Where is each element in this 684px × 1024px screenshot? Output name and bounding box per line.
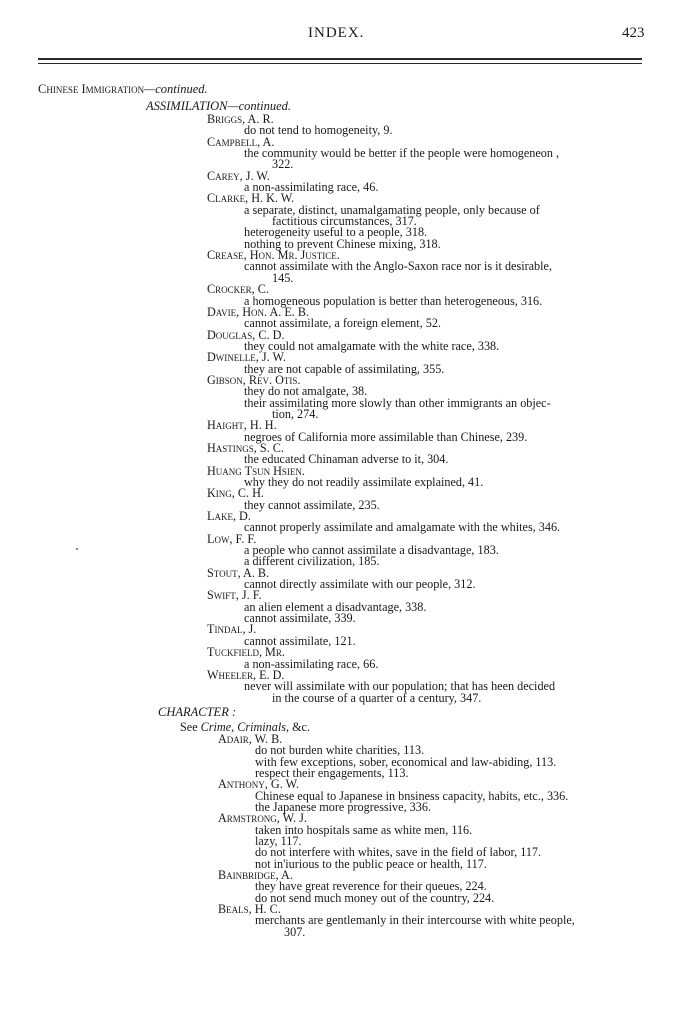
index-subentry: they have great reverence for their queues, 224. xyxy=(255,879,487,894)
index-name: Crocker, C. xyxy=(207,282,269,297)
header-rule xyxy=(38,58,642,60)
index-continuation: factitious circumstances, 317. xyxy=(272,214,417,229)
index-subentry: cannot properly assimilate and amalgamate with the whites, 346. xyxy=(244,520,561,535)
index-name: Anthony, G. W. xyxy=(218,777,299,792)
index-subentry: they do not amalgate, 38. xyxy=(244,384,368,399)
index-subentry: a homogeneous population is better than heterogeneous, 316. xyxy=(244,293,543,308)
main-heading-suffix: —continued. xyxy=(144,82,208,96)
index-subentry: nothing to prevent Chinese mixing, 318. xyxy=(244,236,441,251)
main-heading-label: Chinese Immigration xyxy=(38,82,145,96)
index-subentry: the educated Chinaman adverse to it, 304. xyxy=(244,452,449,467)
index-name: King, C. H. xyxy=(207,486,264,501)
index-subentry: do not burden white charities, 113. xyxy=(255,743,425,758)
index-subentry: never will assimilate with our population; that has heen decided xyxy=(244,679,556,694)
index-name: Bainbridge, A. xyxy=(218,868,293,882)
index-name: Tuckfield, Mr. xyxy=(207,645,285,660)
index-subentry: heterogeneity useful to a people, 318. xyxy=(244,225,428,240)
index-subentry: a different civilization, 185. xyxy=(244,554,380,569)
index-subentry: the community would be better if the people were homogeneon , xyxy=(244,146,560,161)
index-name: Wheeler, E. D. xyxy=(207,667,285,682)
index-name: Lake, D. xyxy=(207,509,251,524)
index-name: Tindal, J. xyxy=(207,622,257,637)
index-subentry: cannot assimilate, 339. xyxy=(244,611,356,626)
see-suffix: &c. xyxy=(289,719,311,734)
index-continuation: in the course of a quarter of a century, 347. xyxy=(272,690,482,705)
index-name: Crease, Hon. Mr. Justice. xyxy=(207,248,340,263)
index-subentry: they cannot assimilate, 235. xyxy=(244,497,380,512)
index-subentry: they could not amalgamate with the white race, 338. xyxy=(244,338,500,353)
index-continuation: tion, 274. xyxy=(272,406,319,421)
index-subentry: a non-assimilating race, 66. xyxy=(244,656,379,671)
index-name: Davie, Hon. A. E. B. xyxy=(207,304,310,319)
index-subentry: do not interfere with whites, save in the field of labor, 117. xyxy=(255,845,542,860)
index-subentry: lazy, 117. xyxy=(255,833,302,848)
subheading-suffix: —continued. xyxy=(227,99,292,113)
subheading-assimilation xyxy=(0,98,684,114)
see-prefix: See xyxy=(180,719,201,734)
index-subentry: do not send much money out of the country, 224. xyxy=(255,890,495,905)
index-continuation: 307. xyxy=(284,924,306,939)
index-subentry: with few exceptions, sober, economical and law-abiding, 113. xyxy=(255,754,557,769)
subheading-character: CHARACTER : xyxy=(158,704,237,719)
index-subentry: why they do not readily assimilate explained, 41. xyxy=(244,475,484,489)
index-name: Gibson, Rev. Otis. xyxy=(207,372,301,387)
index-subentry: respect their engagements, 113. xyxy=(255,765,409,780)
index-subentry: a separate, distinct, unamalgamating people, only because of xyxy=(244,202,540,217)
index-subentry: negroes of California more assimilable than Chinese, 239. xyxy=(244,429,528,444)
index-continuation: 322. xyxy=(272,157,294,172)
see-also-line xyxy=(0,720,684,734)
index-subentry: they are not capable of assimilating, 355. xyxy=(244,361,445,376)
index-subentry: the Japanese more progressive, 336. xyxy=(255,799,431,814)
index-subentry: cannot assimilate with the Anglo-Saxon race nor is it desirable, xyxy=(244,259,552,274)
index-name: Carey, J. W. xyxy=(207,168,270,183)
character-entries xyxy=(0,731,684,939)
assimilation-entries xyxy=(0,114,684,704)
index-subentry: not in'iurious to the public peace or health, 117. xyxy=(255,856,487,871)
subheading-label: ASSIMILATION xyxy=(146,99,228,113)
index-subentry: an alien element a disadvantage, 338. xyxy=(244,599,427,614)
index-name: Low, F. F. xyxy=(207,531,257,546)
index-subentry: taken into hospitals same as white men, 116. xyxy=(255,822,473,837)
index-name: Huang Tsun Hsien. xyxy=(207,463,305,478)
index-name: Campbell, A. xyxy=(207,134,275,149)
index-name: Briggs, A. R. xyxy=(207,112,274,126)
index-subentry: cannot assimilate, a foreign element, 52. xyxy=(244,316,441,331)
index-name: Adair, W. B. xyxy=(218,731,283,746)
index-subentry: their assimilating more slowly than other immigrants an objec- xyxy=(244,395,551,410)
see-references: Crime, Criminals, xyxy=(200,719,290,734)
running-header-title: INDEX. xyxy=(308,25,365,41)
index-continuation: 145. xyxy=(272,270,294,285)
main-heading xyxy=(0,80,684,98)
index-name: Stout, A. B. xyxy=(207,565,270,580)
index-subentry: do not tend to homogeneity, 9. xyxy=(244,123,393,138)
index-name: Armstrong, W. J. xyxy=(218,811,307,826)
index-subentry: Chinese equal to Japanese in bnsiness capacity, habits, etc., 336. xyxy=(255,788,569,803)
index-body xyxy=(0,80,684,938)
header-rule-thin xyxy=(38,63,642,64)
page-number: 423 xyxy=(622,25,645,41)
index-name: Clarke, H. K. W. xyxy=(207,191,295,206)
index-subentry: a people who cannot assimilate a disadvantage, 183. xyxy=(244,543,499,558)
index-subentry: merchants are gentlemanly in their intercourse with white people, xyxy=(255,913,575,928)
index-name: Douglas, C. D. xyxy=(207,327,285,342)
index-name: Swift, J. F. xyxy=(207,588,262,603)
index-subentry: cannot assimilate, 121. xyxy=(244,633,356,648)
index-name: Dwinelle, J. W. xyxy=(207,350,286,365)
index-name: Haight, H. H. xyxy=(207,418,277,433)
index-name: Beals, H. C. xyxy=(218,902,281,917)
index-subentry: a non-assimilating race, 46. xyxy=(244,180,379,195)
index-subentry: cannot directly assimilate with our people, 312. xyxy=(244,577,476,592)
index-name: Hastings, S. C. xyxy=(207,440,284,455)
